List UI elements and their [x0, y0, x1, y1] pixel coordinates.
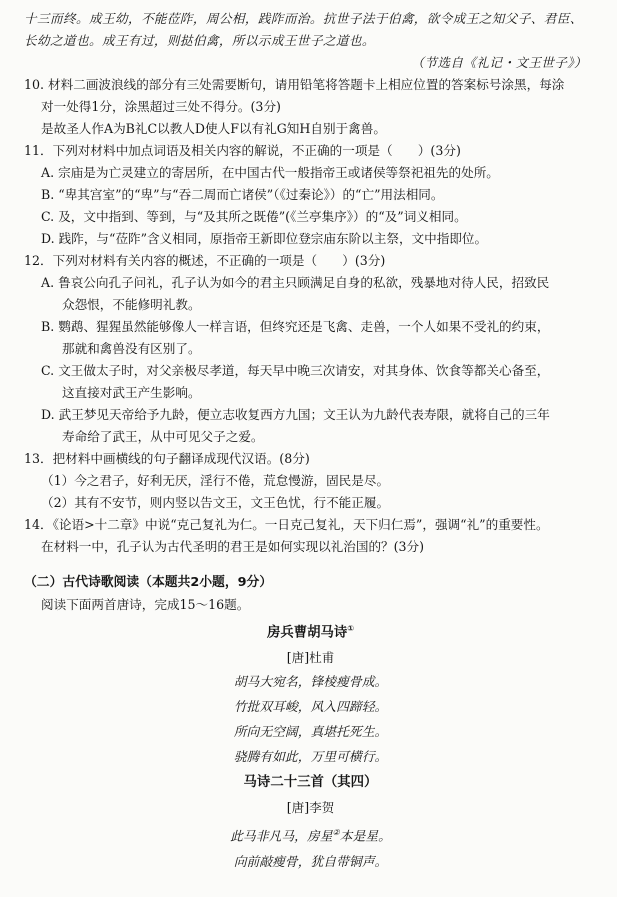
option-a: A. 鲁哀公向孔子问礼，孔子认为如今的君主只顾满足自身的私欲，残暴地对待人民，招致民	[41, 275, 550, 290]
poem-line: 竹批双耳峻，风入四蹄轻。	[233, 700, 388, 716]
spacer	[24, 558, 597, 572]
section-heading: （二）古代诗歌阅读（本题共2小题，9分）	[24, 575, 273, 590]
option-a-cont: 众怨恨，不能修明礼教。	[62, 297, 201, 312]
question-11	[24, 140, 597, 250]
poem-line: 骁腾有如此，万里可横行。	[233, 750, 388, 766]
poem-title: 马诗二十三首（其四）	[243, 775, 378, 791]
poem-line: 胡马大宛名，锋棱瘦骨成。	[233, 675, 388, 691]
question-stem: 12．下列对材料有关内容的概述，不正确的一项是（ ）(3分)	[24, 253, 386, 268]
option-b: B. 鹦鹉、猩猩虽然能够像人一样言语，但终究还是飞禽、走兽，一个人如果不受礼的约束，	[41, 319, 550, 334]
translation-sentence-1: （1）今之君子，好利无厌，淫行不倦，荒怠慢游，固民是尽。	[41, 473, 390, 488]
translation-sentence-2: （2）其有不安节，则内竖以告文王，文王色忧，行不能正履。	[41, 495, 390, 510]
option-d: D. 武王梦见天帝给予九龄，便立志收复西方九国；文王认为九龄代表寿限，就将自己的三年	[41, 407, 550, 422]
question-stem: 10. 材料二画波浪线的部分有三处需要断句，请用铅笔将答题卡上相应位置的答案标号涂黑，每涂	[24, 77, 565, 92]
question-stem: 14．《论语>十二章》中说“克己复礼为仁。一日克己复礼，天下归仁焉”，强调“礼”的重要性。	[24, 517, 549, 532]
question-13	[24, 448, 597, 514]
question-14	[24, 514, 597, 558]
poem-2	[24, 770, 597, 874]
poem-author: [唐]李贺	[286, 800, 335, 816]
option-c: C. 文王做太子时，对父亲极尽孝道，每天早中晚三次请安，对其身体、饮食等都关心备至，	[41, 363, 550, 378]
option-d-cont: 寿命给了武王，从中可见父子之爱。	[62, 429, 264, 444]
question-12	[24, 250, 597, 448]
question-stem: 13．把材料中画横线的句子翻译成现代汉语。(8分)	[24, 451, 310, 466]
option-b: B. “卑其宫室”的“卑”与“吞二周而亡诸侯”（《过秦论》）的“亡”用法相同。	[41, 187, 444, 202]
poem-line-part: 此马非凡马，房星	[230, 829, 333, 845]
poem-line	[24, 820, 597, 849]
poem-line-part: 本是星。	[339, 829, 391, 845]
section-instruction: 阅读下面两首唐诗，完成15～16题。	[41, 597, 250, 612]
option-c: C. 及，文中指到、等到，与“及其所之既倦”(《兰亭集序》）的“及”词义相同。	[41, 209, 467, 224]
poem-title	[24, 616, 597, 645]
question-stem: 在材料一中，孔子认为古代圣明的君王是如何实现以礼治国的？(3分)	[41, 539, 425, 554]
question-10	[24, 74, 597, 140]
poem-1	[24, 616, 597, 770]
footnote-mark: ①	[347, 624, 355, 633]
poem-line: 向前敲瘦骨，犹自带铜声。	[233, 854, 388, 870]
option-a: A. 宗庙是为亡灵建立的寄居所，在中国古代一般指帝王或诸侯等祭祀祖先的处所。	[41, 165, 499, 180]
poem-line: 所向无空阔，真堪托死生。	[233, 725, 388, 741]
poem-title-text: 房兵曹胡马诗	[266, 625, 348, 641]
passage-block	[24, 8, 597, 74]
passage-line: 十三而终。成王幼，不能莅阼，周公相，践阼而治。抗世子法于伯禽，欲令成王之知父子、君臣、	[24, 11, 583, 26]
section-2	[24, 572, 597, 616]
option-b-cont: 那就和禽兽没有区别了。	[62, 341, 201, 356]
poem-author: [唐]杜甫	[286, 650, 335, 666]
passage-source: （节选自《礼记・文王世子》）	[411, 55, 587, 70]
footnote-mark: ②	[332, 828, 340, 838]
passage-line: 长幼之道也。成王有过，则挞伯禽，所以示成王世子之道也。	[24, 33, 375, 48]
question-stem: 11．下列对材料中加点词语及相关内容的解说，不正确的一项是（ ）(3分)	[24, 143, 461, 158]
question-stem: 对一处得1分，涂黑超过三处不得分。(3分)	[41, 99, 281, 114]
option-c-cont: 这直接对武王产生影响。	[62, 385, 201, 400]
option-d: D. 践阼，与“莅阼”含义相同，原指帝王新即位登宗庙东阶以主祭，文中指即位。	[41, 231, 488, 246]
question-sentence: 是故圣人作A为B礼C以教人D使人F以有礼G知H自别于禽兽。	[41, 121, 386, 136]
